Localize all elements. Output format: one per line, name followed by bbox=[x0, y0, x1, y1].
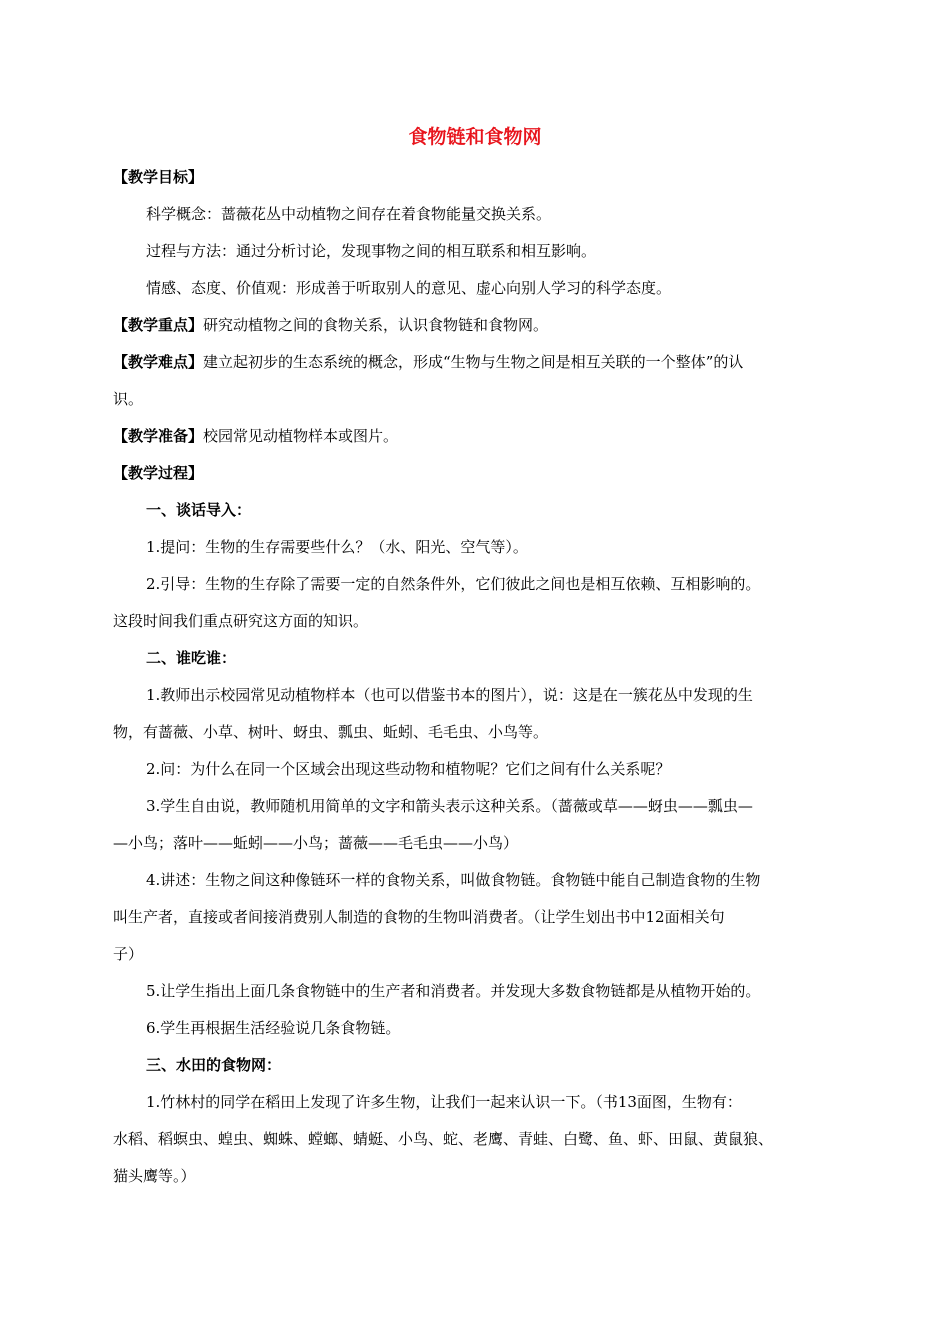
goals-heading: 【教学目标】 bbox=[113, 168, 204, 186]
section-2-item-5: 5.让学生指出上面几条食物链中的生产者和消费者。并发现大多数食物链都是从植物开始的。 bbox=[146, 982, 761, 1000]
section-1-title: 一、谈话导入： bbox=[146, 501, 252, 519]
goal-attitude: 情感、态度、价值观：形成善于听取别人的意见、虚心向别人学习的科学态度。 bbox=[146, 279, 672, 297]
section-2-item-4-line-2: 叫生产者，直接或者间接消费别人制造的食物的生物叫消费者。（让学生划出书中12面相关句 bbox=[113, 908, 725, 926]
section-2-item-3-line-1: 3.学生自由说，教师随机用简单的文字和箭头表示这种关系。（蔷薇或草——蚜虫——瓢虫— bbox=[146, 797, 753, 815]
goal-concept: 科学概念：蔷薇花丛中动植物之间存在着食物能量交换关系。 bbox=[146, 205, 552, 223]
section-2-item-1-line-1: 1.教师出示校园常见动植物样本（也可以借鉴书本的图片），说：这是在一簇花丛中发现的生 bbox=[146, 686, 753, 704]
section-1-item-2-line-1: 2.引导：生物的生存除了需要一定的自然条件外，它们彼此之间也是相互依赖、互相影响的。 bbox=[146, 575, 761, 593]
document-body bbox=[113, 159, 843, 1195]
document-title: 食物链和食物网 bbox=[408, 126, 542, 148]
difficulty-paragraph bbox=[113, 344, 843, 381]
section-2-item-6: 6.学生再根据生活经验说几条食物链。 bbox=[146, 1019, 401, 1037]
section-3-item-1-line-2: 水稻、稻螟虫、蝗虫、蜘蛛、螳螂、蜻蜓、小鸟、蛇、老鹰、青蛙、白鹭、鱼、虾、田鼠、黄鼠狼、 bbox=[113, 1130, 774, 1148]
section-2-item-4-line-1: 4.讲述：生物之间这种像链环一样的食物关系，叫做食物链。食物链中能自己制造食物的生物 bbox=[146, 871, 761, 889]
difficulty-line-1: 建立起初步的生态系统的概念，形成“生物与生物之间是相互关联的一个整体”的认 bbox=[203, 353, 744, 371]
difficulty-heading: 【教学难点】 bbox=[113, 353, 204, 371]
section-2-item-4-line-3: 子） bbox=[113, 945, 144, 963]
difficulty-line-2: 识。 bbox=[113, 390, 144, 408]
section-3-title: 三、水田的食物网： bbox=[146, 1056, 282, 1074]
section-3-item-1-line-3: 猫头鹰等。） bbox=[113, 1167, 196, 1185]
section-1-item-1: 1.提问：生物的生存需要些什么？（水、阳光、空气等）。 bbox=[146, 538, 528, 556]
section-2-title: 二、谁吃谁： bbox=[146, 649, 237, 667]
section-1-item-2-line-2: 这段时间我们重点研究这方面的知识。 bbox=[113, 612, 369, 630]
process-heading: 【教学过程】 bbox=[113, 464, 204, 482]
preparation-text: 校园常见动植物样本或图片。 bbox=[203, 427, 399, 445]
section-2-item-2: 2.问：为什么在同一个区域会出现这些动物和植物呢？它们之间有什么关系呢？ bbox=[146, 760, 671, 778]
goal-method: 过程与方法：通过分析讨论，发现事物之间的相互联系和相互影响。 bbox=[146, 242, 597, 260]
preparation-heading: 【教学准备】 bbox=[113, 427, 204, 445]
key-point-text: 研究动植物之间的食物关系，认识食物链和食物网。 bbox=[203, 316, 549, 334]
preparation-paragraph bbox=[113, 418, 843, 455]
section-3-item-1-line-1: 1.竹林村的同学在稻田上发现了许多生物，让我们一起来认识一下。（书13面图，生物有： bbox=[146, 1093, 742, 1111]
section-2-item-1-line-2: 物，有蔷薇、小草、树叶、蚜虫、瓢虫、蚯蚓、毛毛虫、小鸟等。 bbox=[113, 723, 549, 741]
section-2-item-3-line-2: —小鸟；落叶——蚯蚓——小鸟；蔷薇——毛毛虫——小鸟） bbox=[113, 834, 519, 852]
key-point-heading: 【教学重点】 bbox=[113, 316, 204, 334]
key-point-paragraph bbox=[113, 307, 843, 344]
